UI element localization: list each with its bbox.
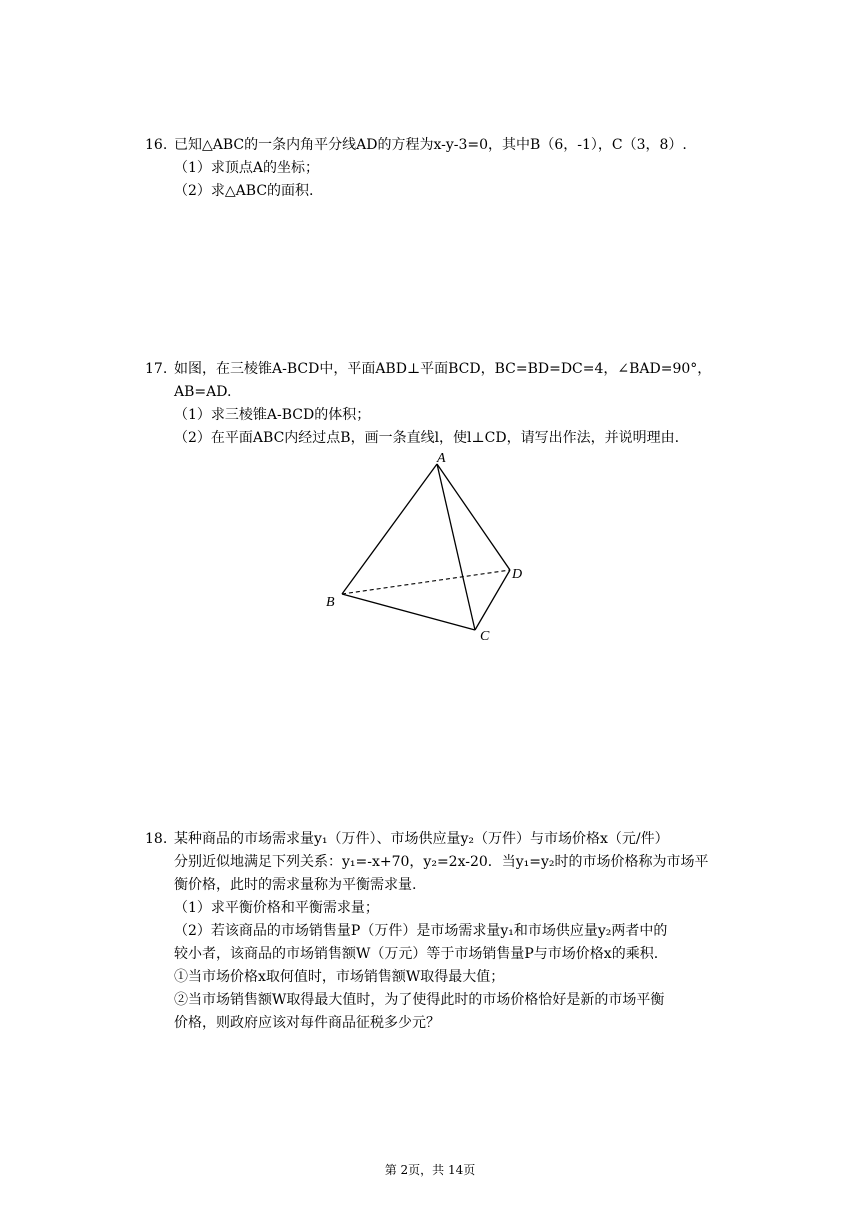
- problem-text-line: AB=AD.: [174, 384, 232, 400]
- edge-ac: [437, 464, 475, 630]
- problem-part: 价格，则政府应该对每件商品征税多少元？: [174, 1015, 440, 1031]
- problem-text-line: 已知△ABC的一条内角平分线AD的方程为x-y-3=0，其中B（6，-1），C（3，8）.: [174, 137, 687, 153]
- problem-text-line: 衡价格，此时的需求量称为平衡需求量.: [174, 877, 417, 893]
- tetrahedron-figure: [320, 448, 540, 648]
- problem-part: ①当市场价格x取何值时，市场销售额W取得最大值；: [174, 969, 505, 985]
- problem-text-line: 分别近似地满足下列关系：y₁=-x+70，y₂=2x-20．当y₁=y₂时的市场价格称为市场平: [174, 854, 709, 870]
- problem-number: 18.: [145, 831, 168, 847]
- page-footer: 第 2页，共 14页: [384, 1163, 476, 1177]
- problem-part: （2）在平面ABC内经过点B，画一条直线l，使l⊥CD，请写出作法，并说明理由.: [174, 430, 680, 446]
- problem-part: （2）求△ABC的面积.: [174, 183, 314, 199]
- edge-bc: [342, 594, 475, 630]
- problem-part: （1）求三棱锥A-BCD的体积；: [174, 407, 371, 423]
- problem-part: ②当市场销售额W取得最大值时，为了使得此时的市场价格恰好是新的市场平衡: [174, 992, 665, 1008]
- edge-cd: [475, 570, 510, 630]
- problem-number: 16.: [145, 137, 168, 153]
- edge-ab: [342, 464, 437, 594]
- edge-bd-hidden: [342, 570, 510, 594]
- problem-part: （1）求平衡价格和平衡需求量；: [174, 900, 379, 916]
- problem-text-line: 某种商品的市场需求量y₁（万件）、市场供应量y₂（万件）与市场价格x（元/件）: [174, 831, 669, 847]
- problem-number: 17.: [145, 361, 168, 377]
- vertex-label-b: B: [326, 595, 335, 610]
- vertex-label-a: A: [437, 451, 446, 466]
- edge-ad: [437, 464, 510, 570]
- problem-text-line: 如图，在三棱锥A-BCD中，平面ABD⊥平面BCD，BC=BD=DC=4，∠BAD=90°，: [174, 361, 712, 377]
- tetrahedron-svg: [320, 448, 540, 648]
- problem-part: （1）求顶点A的坐标；: [174, 160, 320, 176]
- vertex-label-c: C: [480, 629, 490, 644]
- problem-part: 较小者，该商品的市场销售额W（万元）等于市场销售量P与市场价格x的乘积.: [174, 946, 659, 962]
- vertex-label-d: D: [512, 567, 523, 582]
- problem-part: （2）若该商品的市场销售量P（万件）是市场需求量y₁和市场供应量y₂两者中的: [174, 923, 668, 939]
